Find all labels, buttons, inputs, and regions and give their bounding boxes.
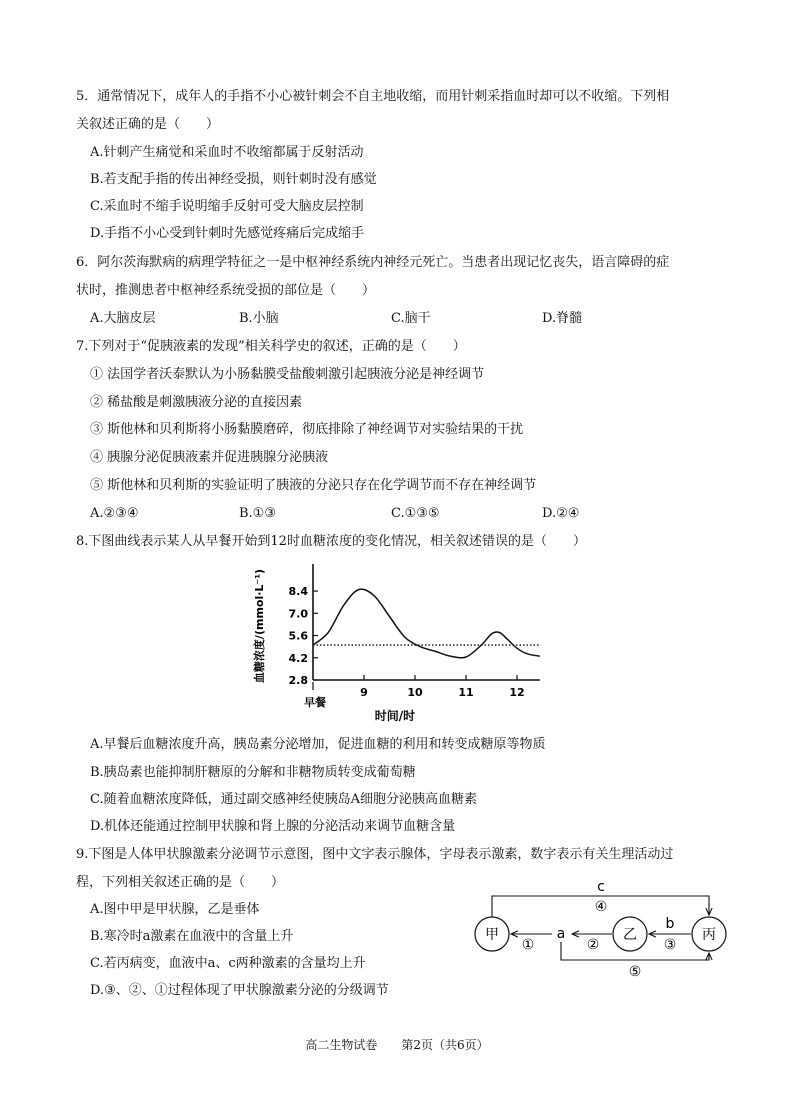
glucose-series-line [313, 589, 540, 658]
q7-option-c: C.①③⑤ [391, 506, 440, 521]
x-tick-label: 10 [407, 686, 423, 699]
x-tick-label: 12 [509, 686, 525, 699]
q7-statement-2: ② 稀盐酸是刺激胰液分泌的直接因素 [90, 395, 303, 410]
label-2: ② [586, 937, 600, 953]
q7-option-b: B.①③ [239, 506, 276, 521]
q7-statement-4: ④ 胰腺分泌促胰液素并促进胰腺分泌胰液 [90, 450, 329, 465]
label-c: c [597, 879, 605, 895]
y-tick-label: 5.6 [288, 629, 308, 643]
thyroid-regulation-diagram [464, 876, 734, 986]
node-bing-label: 丙 [702, 927, 716, 943]
y-tick-label: 4.2 [288, 651, 308, 665]
node-yi-label: 乙 [623, 927, 637, 943]
y-tick-label: 2.8 [288, 674, 308, 687]
q6-option-b: B.小脑 [239, 311, 279, 326]
q6-option-d: D.脊髓 [542, 311, 583, 326]
x-start-label: 早餐 [304, 696, 326, 709]
q5-option-b: B.若支配手指的传出神经受损，则针刺时没有感觉 [90, 172, 377, 187]
q6-option-a: A.大脑皮层 [90, 311, 156, 326]
x-axis-label: 时间/时 [374, 709, 416, 723]
q9-option-c: C.若丙病变，血液中a、c两种激素的含量均上升 [90, 956, 366, 971]
q8-option-a: A.早餐后血糖浓度升高，胰岛素分泌增加，促进血糖的利用和转变成糖原等物质 [90, 737, 546, 752]
q7-statement-3: ③ 斯他林和贝利斯将小肠黏膜磨碎，彻底排除了神经调节对实验结果的干扰 [90, 422, 524, 437]
q8-stem: 8.下图曲线表示某人从早餐开始到12时血糖浓度的变化情况，相关叙述错误的是（ ） [76, 534, 586, 549]
q6-option-c: C.脑干 [391, 311, 431, 326]
page-footer: 高二生物试卷 第2页（共6页） [305, 1038, 489, 1052]
y-axis-label: 血糖浓度/(mmol·L⁻¹) [253, 568, 266, 684]
q9-option-d: D.③、②、①过程体现了甲状腺激素分泌的分级调节 [90, 983, 389, 998]
q6-stem-line1: 6．阿尔茨海默病的病理学特征之一是中枢神经系统内神经元死亡。当患者出现记忆丧失，语言障碍的症 [76, 255, 670, 270]
q7-option-d: D.②④ [542, 506, 580, 521]
label-3: ③ [663, 937, 677, 953]
q9-stem-line2: 程，下列相关叙述正确的是（ ） [76, 875, 285, 890]
glucose-chart [245, 560, 555, 730]
label-b: b [665, 916, 675, 932]
q7-statement-5: ⑤ 斯他林和贝利斯的实验证明了胰液的分泌只存在化学调节而不存在神经调节 [90, 478, 537, 493]
label-4: ④ [594, 899, 608, 915]
q8-option-d: D.机体还能通过控制甲状腺和肾上腺的分泌活动来调节血糖含量 [90, 819, 456, 834]
q7-option-a: A.②③④ [90, 506, 139, 521]
q5-option-c: C.采血时不缩手说明缩手反射可受大脑皮层控制 [90, 199, 364, 214]
label-a: a [556, 926, 566, 942]
q5-option-a: A.针刺产生痛觉和采血时不收缩都属于反射活动 [90, 145, 364, 160]
q5-stem-line1: 5．通常情况下，成年人的手指不小心被针刺会不自主地收缩，而用针刺采指血时却可以不收缩。下列相 [76, 89, 670, 104]
q9-option-a: A.图中甲是甲状腺，乙是垂体 [90, 902, 260, 917]
label-1: ① [521, 937, 535, 953]
q6-stem-line2: 状时，推测患者中枢神经系统受损的部位是（ ） [76, 283, 376, 298]
q8-option-b: B.胰岛素也能抑制肝糖原的分解和非糖物质转变成葡萄糖 [90, 765, 416, 780]
node-jia-label: 甲 [485, 927, 499, 943]
x-tick-label: 9 [360, 686, 368, 699]
y-tick-label: 8.4 [288, 585, 308, 599]
q9-stem-line1: 9.下图是人体甲状腺激素分泌调节示意图，图中文字表示腺体，字母表示激素，数字表示有关生理活动过 [76, 847, 674, 862]
q5-option-d: D.手指不小心受到针刺时先感觉疼痛后完成缩手 [90, 226, 365, 241]
q9-option-b: B.寒冷时a激素在血液中的含量上升 [90, 929, 294, 944]
q7-stem: 7.下列对于“促胰液素的发现”相关科学史的叙述，正确的是（ ） [76, 339, 466, 354]
q7-statement-1: ① 法国学者沃泰默认为小肠黏膜受盐酸刺激引起胰液分泌是神经调节 [90, 367, 485, 382]
q8-option-c: C.随着血糖浓度降低，通过副交感神经使胰岛A细胞分泌胰高血糖素 [90, 792, 478, 807]
x-tick-label: 11 [458, 686, 474, 699]
label-5: ⑤ [628, 964, 642, 980]
q5-stem-line2: 关叙述正确的是（ ） [76, 117, 220, 132]
y-tick-label: 7.0 [288, 607, 308, 621]
